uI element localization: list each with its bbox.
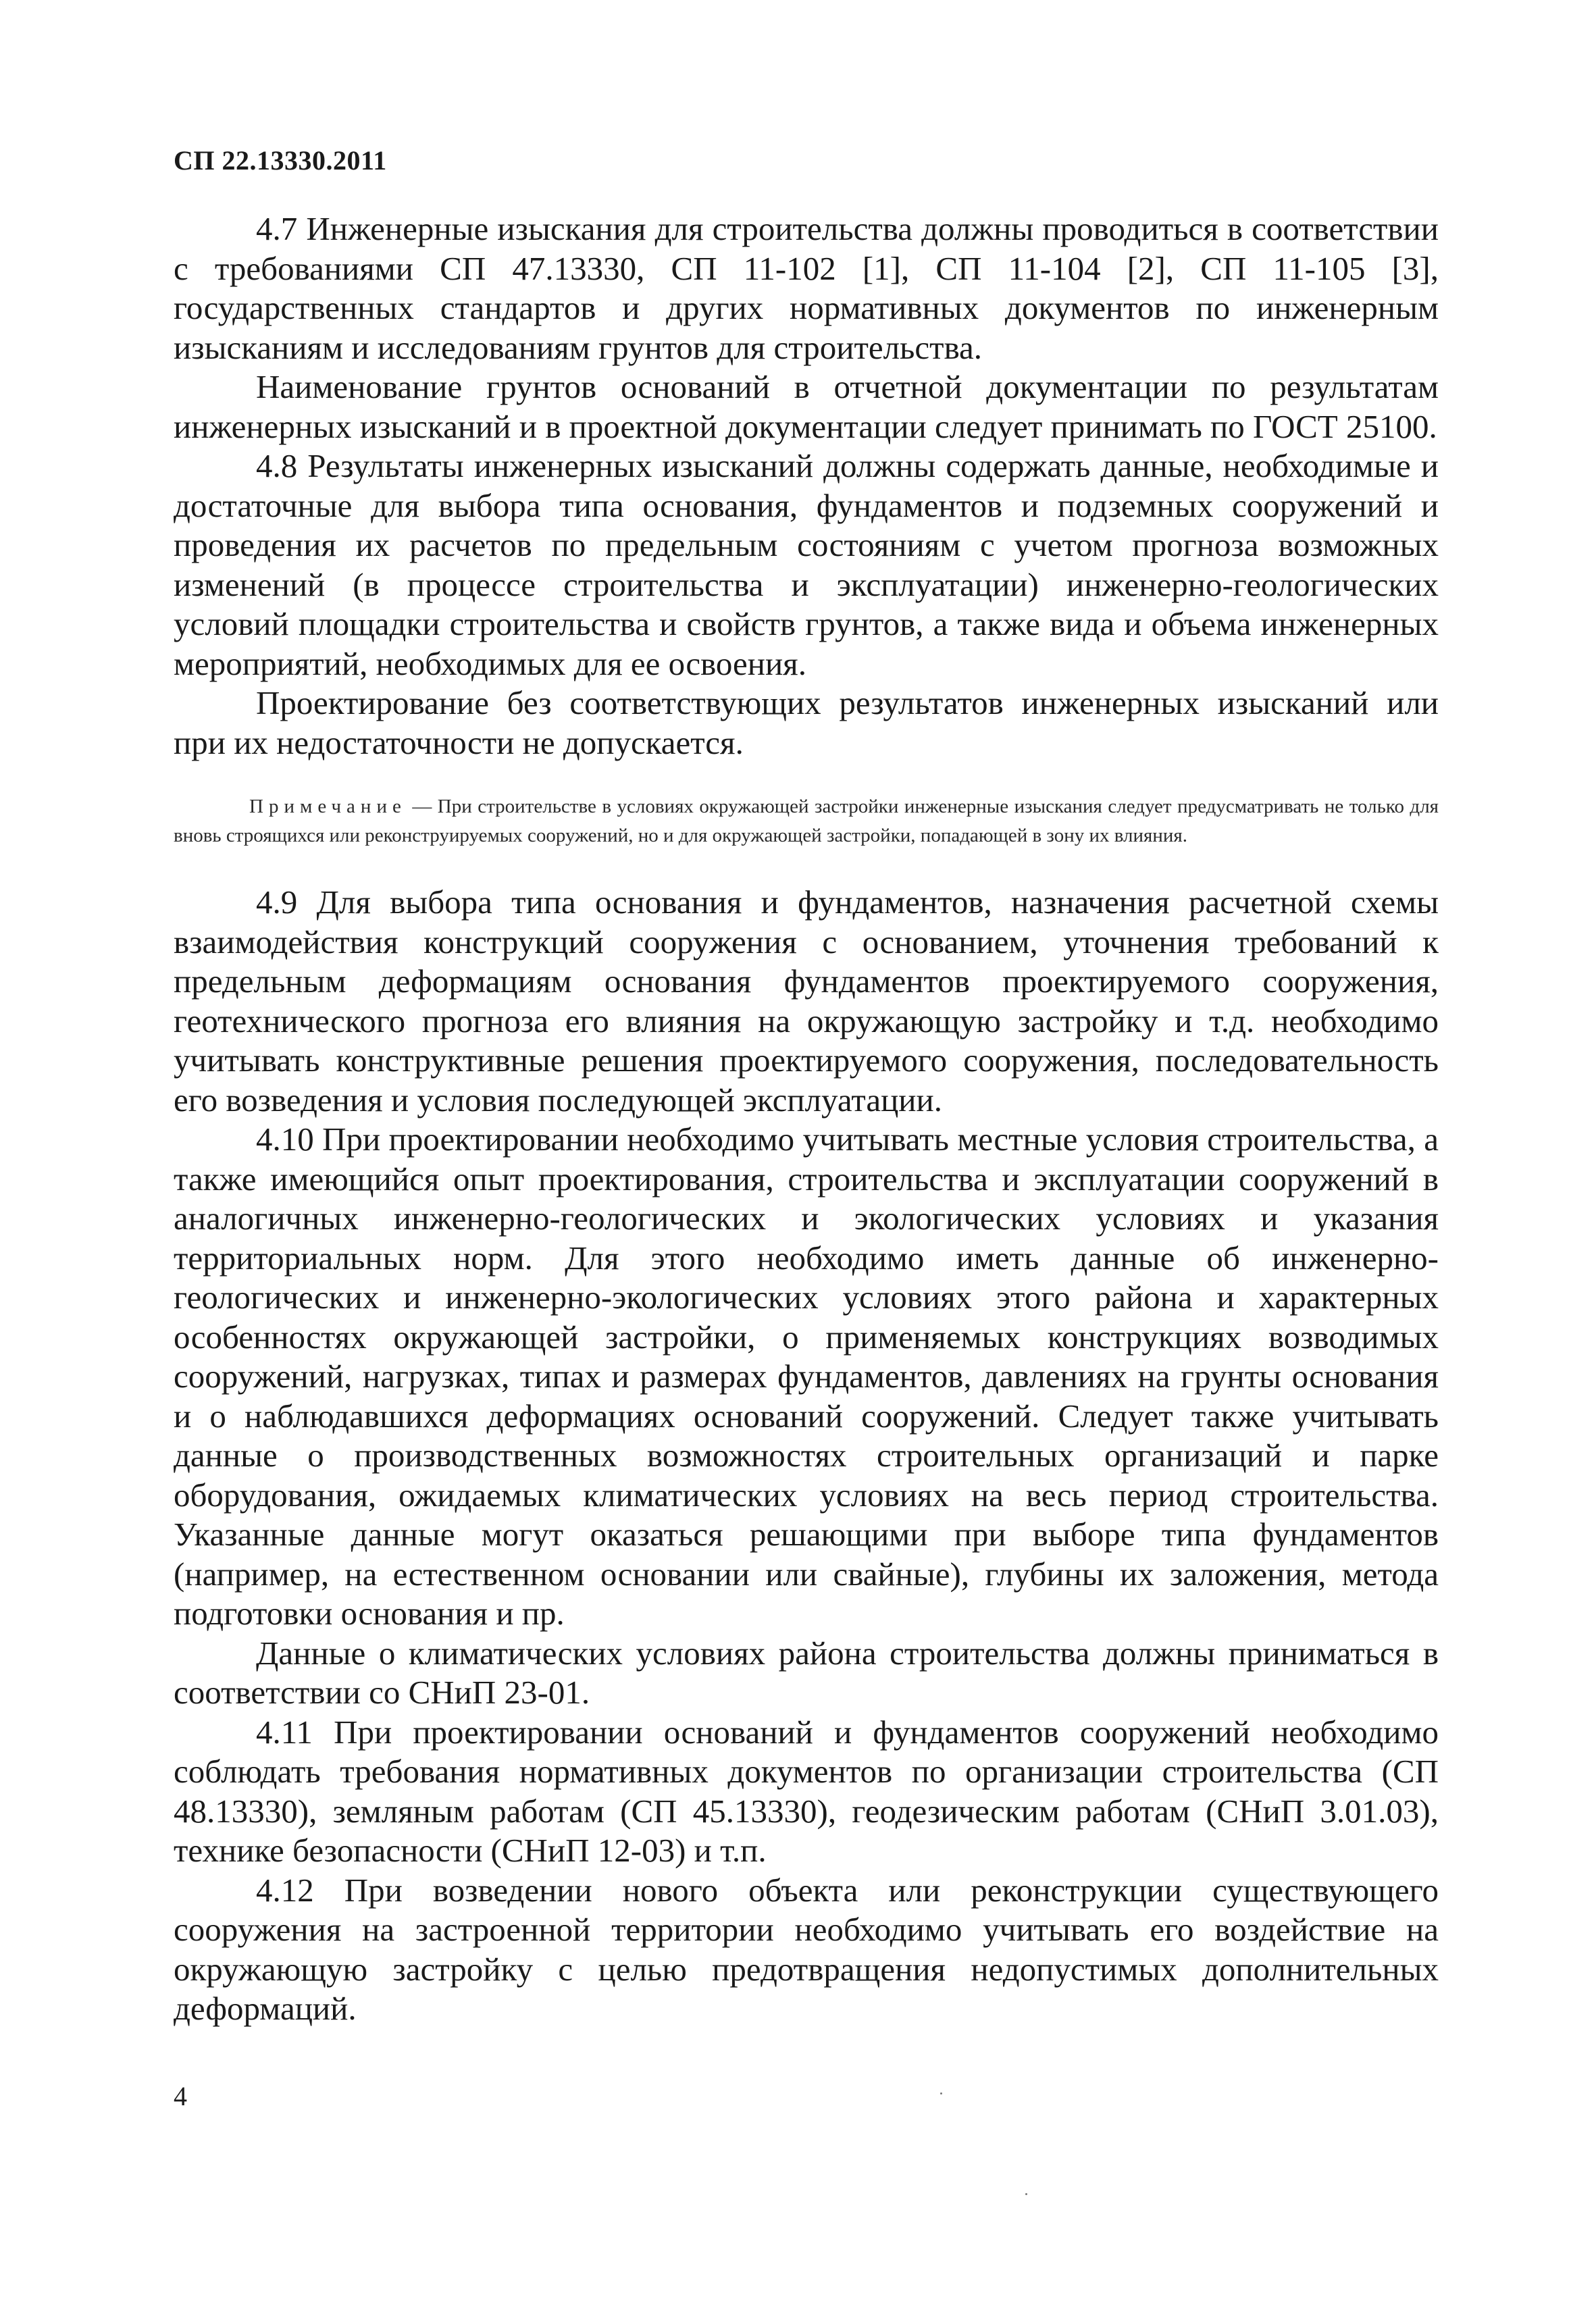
paragraph-4-7: 4.7 Инженерные изыскания для строительства должны проводиться в соответствии с требованиями СП 47.13330, СП 11-102 [1], СП 11-104 [2], СП 11-105 [3], государственных стандартов и других нормативных документов по инженерным изысканиям и исследованиям грунтов для строительства. [174,210,1439,366]
paragraph-climate-data: Данные о климатических условиях района строительства должны приниматься в соответствии со СНиП 23-01. [174,1634,1439,1711]
document-code-header: СП 22.13330.2011 [174,145,387,176]
paragraph-4-12: 4.12 При возведении нового объекта или реконструкции существующего сооружения на застроенной территории необходимо учитывать его воздействие на окружающую застройку с целью предотвращения недопустимых дополнительных деформаций. [174,1871,1439,2027]
paragraph-4-9: 4.9 Для выбора типа основания и фундаментов, назначения расчетной схемы взаимодействия конструкций сооружения с основанием, уточнения требований к предельным деформациям основания фундаментов проектируемого сооружения, геотехнического прогноза его влияния на окружающую застройку и т.д. необходимо учитывать конструктивные решения проектируемого сооружения, последовательность его возведения и условия последующей эксплуатации. [174,883,1439,1119]
scan-speck [1025,2193,1027,2195]
paragraph-soil-naming: Наименование грунтов оснований в отчетной документации по результатам инженерных изысканий и в проектной документации следует принимать по ГОСТ 25100. [174,368,1439,445]
page-number: 4 [174,2081,187,2111]
note-label: Примечание [249,796,407,817]
scan-speck [940,2092,942,2094]
paragraph-4-11: 4.11 При проектировании оснований и фундаментов сооружений необходимо соблюдать требования нормативных документов по организации строительства (СП 48.13330), земляным работам (СП 45.13330), геодезическим работам (СНиП 3.01.03), технике безопасности (СНиП 12-03) и т.п. [174,1713,1439,1869]
note-block [174,792,1439,850]
paragraph-design-restriction: Проектирование без соответствующих результатов инженерных изысканий или при их недостаточности не допускается. [174,684,1439,761]
paragraph-4-10: 4.10 При проектировании необходимо учитывать местные условия строительства, а также имеющийся опыт проектирования, строительства и эксплуатации сооружений в аналогичных инженерно-геологических и экологических условиях и указания территориальных норм. Для этого необходимо иметь данные об инженерно-геологических и инженерно-экологических условиях этого района и характерных особенностях окружающей застройки, о применяемых конструкциях возводимых сооружений, нагрузках, типах и размерах фундаментов, давлениях на грунты основания и о наблюдавшихся деформациях оснований сооружений. Следует также учитывать данные о производственных возможностях строительных организаций и парке оборудования, ожидаемых климатических условиях на весь период строительства. Указанные данные могут оказаться решающими при выборе типа фундаментов (например, на естественном основании или свайные), глубины их заложения, метода подготовки основания и пр. [174,1121,1439,1632]
paragraph-4-8: 4.8 Результаты инженерных изысканий должны содержать данные, необходимые и достаточные для выбора типа основания, фундаментов и подземных сооружений и проведения их расчетов по предельным состояниям с учетом прогноза возможных изменений (в процессе строительства и эксплуатации) инженерно-геологических условий площадки строительства и свойств грунтов, а также вида и объема инженерных мероприятий, необходимых для ее освоения. [174,447,1439,682]
document-body [174,209,1439,2029]
note-text: — При строительстве в условиях окружающей застройки инженерные изыскания следует предусматривать не только для вновь строящихся или реконструируемых сооружений, но и для окружающей застройки, попадающей в зону их влияния. [174,796,1439,846]
